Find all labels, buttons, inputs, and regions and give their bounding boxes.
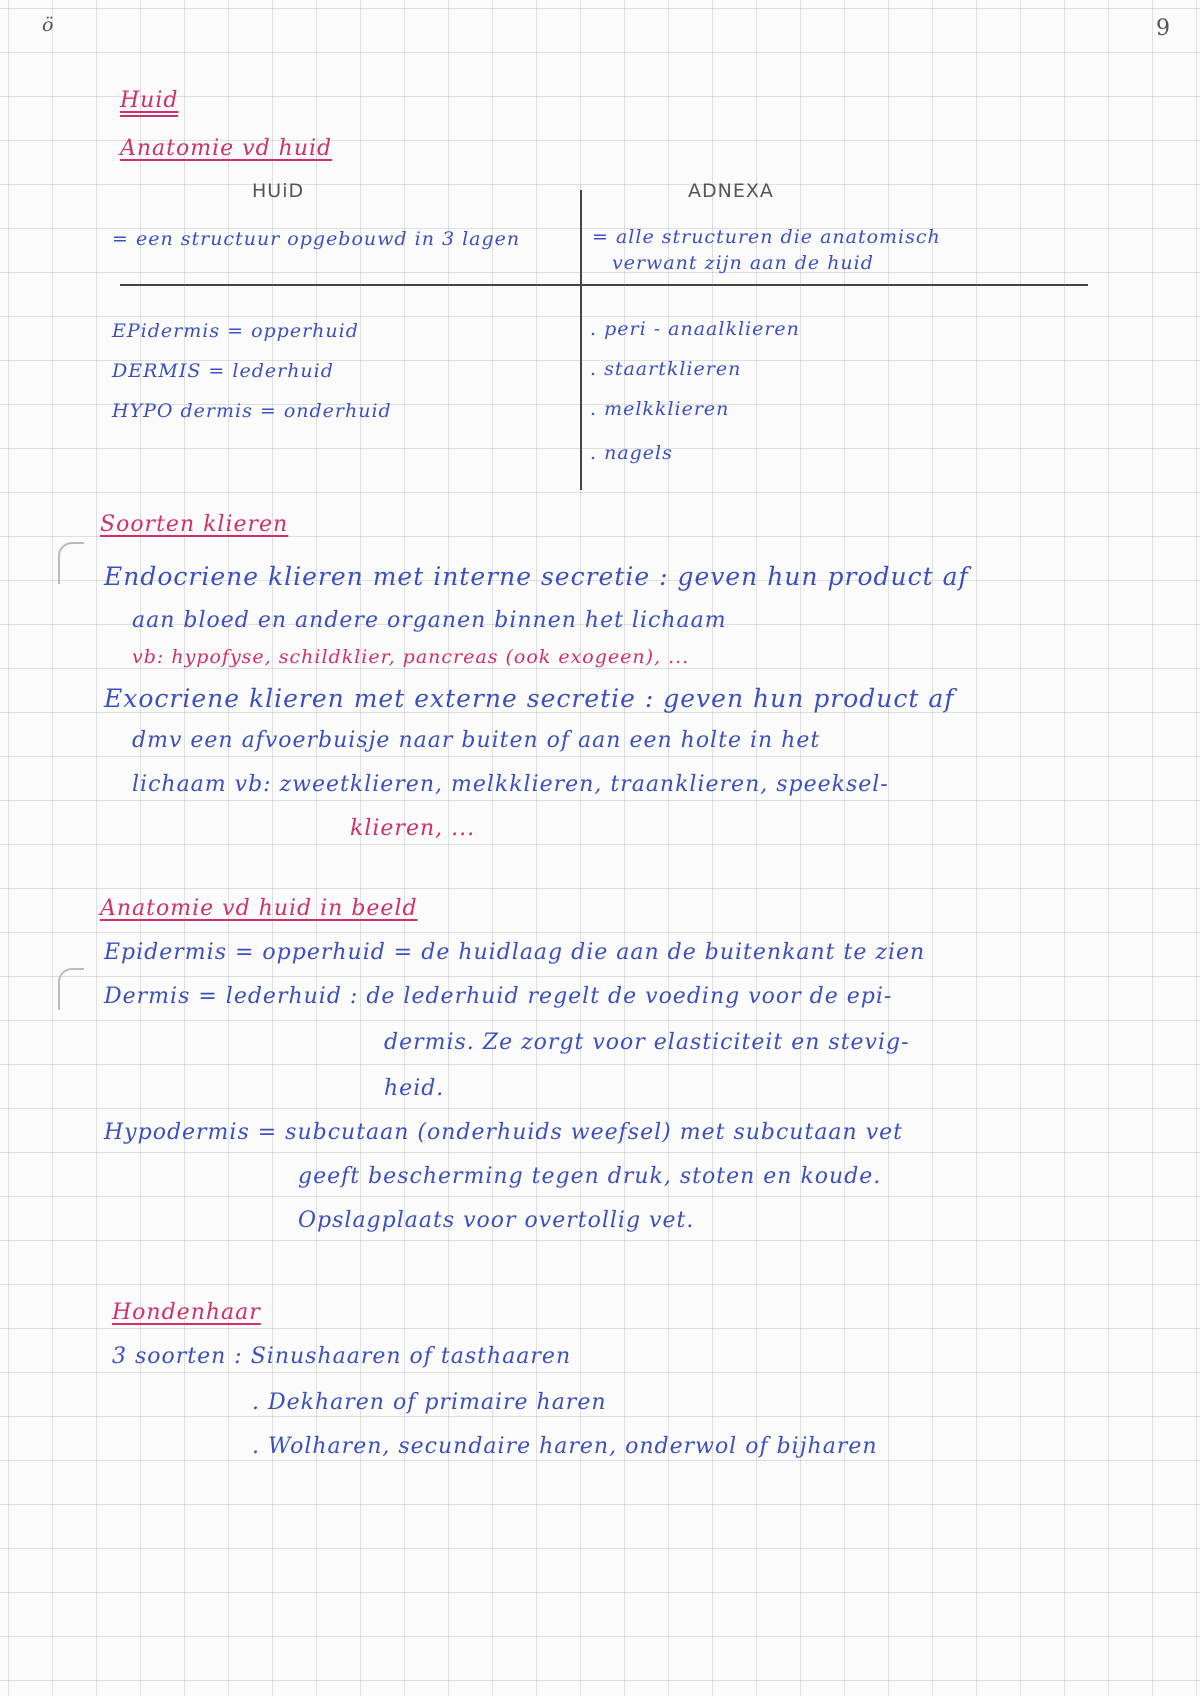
table-col-left-header: HUiD	[252, 180, 305, 202]
table-right-item: . staartklieren	[590, 358, 742, 380]
bracket-mark	[58, 542, 84, 584]
endo-line-3: vb: hypofyse, schildklier, pancreas (ook exogeen), ...	[132, 646, 690, 668]
exo-line-2: dmv een afvoerbuisje naar buiten of aan een holte in het	[132, 728, 821, 753]
exo-line-1: Exocriene klieren met externe secretie : geven hun product af	[104, 684, 955, 713]
table-right-definition-line1: = alle structuren die anatomisch	[592, 226, 941, 248]
glands-heading: Soorten klieren	[100, 512, 289, 537]
dog-hair-line-3: . Wolharen, secundaire haren, onderwol of bijharen	[252, 1434, 878, 1459]
hypodermis-line-1: Hypodermis = subcutaan (onderhuids weefsel) met subcutaan vet	[104, 1120, 903, 1145]
table-left-item: HYPO dermis = onderhuid	[112, 400, 392, 422]
dog-hair-heading: Hondenhaar	[112, 1300, 261, 1325]
table-vertical-rule	[580, 190, 582, 490]
exo-line-4: klieren, ...	[350, 816, 476, 841]
table-left-item: DERMIS = lederhuid	[112, 360, 334, 382]
bracket-mark	[58, 968, 84, 1010]
table-right-item: . nagels	[590, 442, 673, 464]
table-left-definition: = een structuur opgebouwd in 3 lagen	[112, 228, 521, 250]
dog-hair-line-2: . Dekharen of primaire haren	[252, 1390, 607, 1415]
dog-hair-line-1: 3 soorten : Sinushaaren of tasthaaren	[112, 1344, 572, 1369]
dermis-line-2: dermis. Ze zorgt voor elasticiteit en stevig-	[384, 1030, 910, 1055]
hypodermis-line-2: geeft bescherming tegen druk, stoten en koude.	[298, 1164, 882, 1189]
dermis-line-1: Dermis = lederhuid : de lederhuid regelt de voeding voor de epi-	[104, 984, 893, 1009]
table-right-item: . melkklieren	[590, 398, 730, 420]
anatomy-image-heading: Anatomie vd huid in beeld	[100, 896, 418, 921]
anatomy-heading: Anatomie vd huid	[120, 136, 333, 161]
table-right-item: . peri - anaalklieren	[590, 318, 800, 340]
epidermis-line: Epidermis = opperhuid = de huidlaag die aan de buitenkant te zien	[104, 940, 926, 965]
endo-line-1: Endocriene klieren met interne secretie : geven hun product af	[104, 562, 969, 591]
table-horizontal-rule	[120, 284, 1088, 286]
exo-line-3: lichaam vb: zweetklieren, melkklieren, traanklieren, speeksel-	[132, 772, 889, 797]
table-col-right-header: ADNEXA	[688, 180, 774, 202]
page-number: 9	[1156, 16, 1171, 41]
main-heading: Huid	[120, 88, 178, 117]
endo-line-2: aan bloed en andere organen binnen het lichaam	[132, 608, 727, 633]
hypodermis-line-3: Opslagplaats voor overtollig vet.	[298, 1208, 695, 1233]
dermis-line-3: heid.	[384, 1076, 445, 1101]
corner-mark: ö	[42, 14, 55, 36]
table-right-definition-line2: verwant zijn aan de huid	[612, 252, 874, 274]
table-left-item: EPidermis = opperhuid	[112, 320, 359, 342]
